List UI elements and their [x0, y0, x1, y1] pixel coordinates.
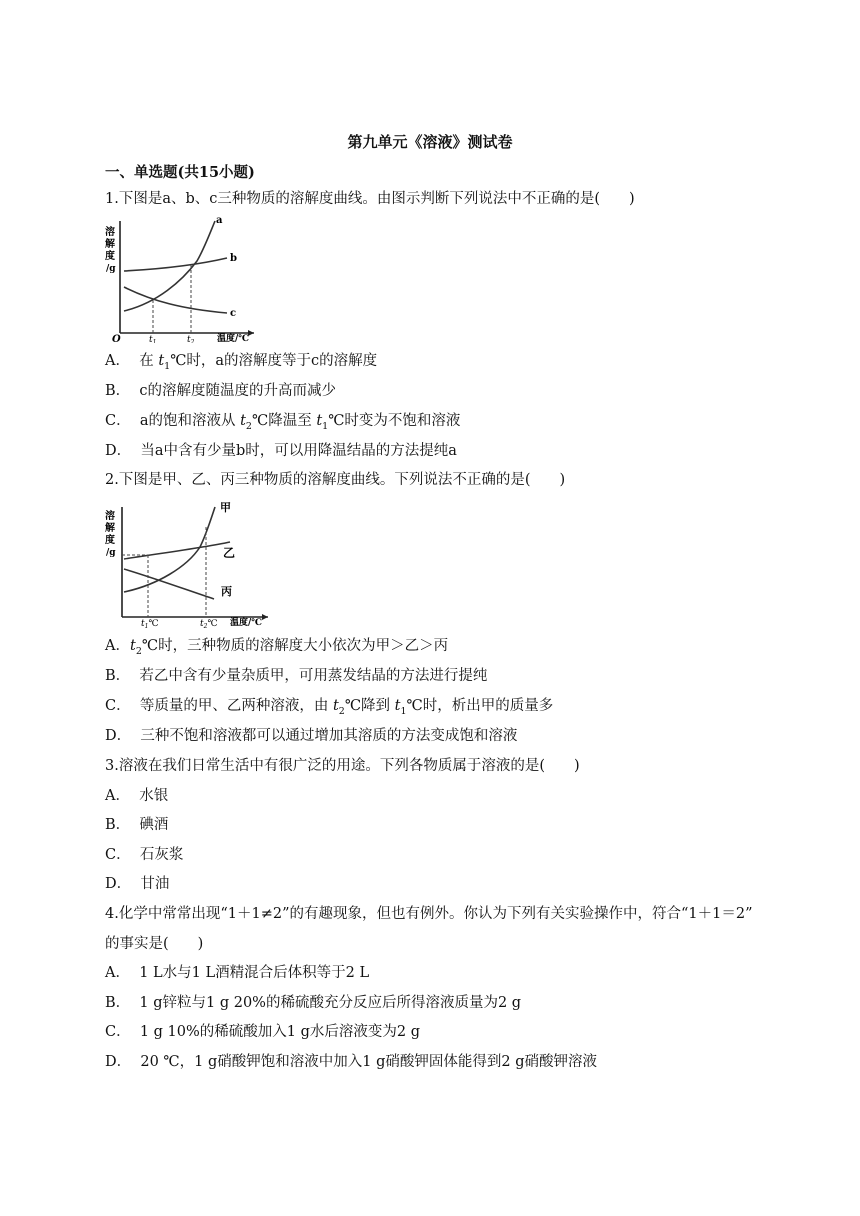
q1-xlabel: 温度/℃ [217, 334, 250, 343]
q3-option-b[interactable]: B． 碘酒 [105, 817, 169, 833]
q2-stem: 2.下图是甲、乙、丙三种物质的溶解度曲线。下列说法不正确的是( ) [105, 472, 566, 488]
q1-option-c[interactable]: C． a的饱和溶液从 $t_2℃$降温至 $t_1℃$时变为不饱和溶液 [105, 413, 461, 432]
q2-label-jia: 甲 [220, 501, 231, 514]
q2-option-c[interactable]: C． 等质量的甲、乙两种溶液，由 $t_2℃$降到 $t_1℃$时，析出甲的质量多 [105, 698, 554, 717]
q4-stem-line2: 的事实是( ) [105, 936, 204, 952]
q2-t1-label: $t_1℃$ [141, 619, 159, 629]
q3-stem: 3.溶液在我们日常生活中有很广泛的用途。下列各物质属于溶液的是( ) [105, 758, 580, 774]
q2-x-arrow [262, 614, 268, 620]
section-heading: 一、单选题(共15小题) [105, 164, 255, 181]
q2-ylabel-2: 解 [105, 523, 115, 534]
q4-stem-line1: 4.化学中常常出现“1＋1≠2”的有趣现象，但也有例外。你认为下列有关实验操作中，符合“1＋1＝2” [105, 906, 753, 922]
q1-option-d[interactable]: D． 当a中含有少量b时，可以用降温结晶的方法提纯a [105, 443, 457, 459]
q2-label-yi: 乙 [223, 546, 236, 560]
q1-solubility-chart [102, 215, 262, 343]
q2-ylabel-4: /g [106, 548, 116, 558]
q1-option-a[interactable]: A． 在 $t_1℃$时，a的溶解度等于c的溶解度 [105, 353, 378, 372]
q4-option-d[interactable]: D． 20 ℃，1 g硝酸钾饱和溶液中加入1 g硝酸钾固体能得到2 g硝酸钾溶液 [105, 1054, 597, 1070]
q2-t2-label: $t_2℃$ [200, 619, 218, 629]
q3-option-a[interactable]: A． 水银 [105, 788, 169, 804]
q1-origin: O [112, 334, 121, 343]
q2-curve-yi [124, 542, 230, 559]
q4-option-c[interactable]: C． 1 g 10%的稀硫酸加入1 g水后溶液变为2 g [105, 1024, 421, 1040]
q1-ylabel-3: 度 [105, 251, 115, 262]
page-title: 第九单元《溶液》测试卷 [347, 133, 513, 151]
q1-t2-label: $t_2$ [187, 335, 195, 343]
q2-option-a[interactable]: A．$t_2℃$时，三种物质的溶解度大小依次为甲＞乙＞丙 [105, 638, 449, 657]
q1-curve-b [124, 258, 227, 271]
q2-option-b[interactable]: B． 若乙中含有少量杂质甲，可用蒸发结晶的方法进行提纯 [105, 668, 488, 684]
q1-t1-label: $t_1$ [149, 335, 157, 343]
q2-solubility-chart [102, 497, 274, 629]
q4-option-a[interactable]: A． 1 L水与1 L酒精混合后体积等于2 L [105, 965, 370, 981]
q1-curve-c [124, 287, 227, 313]
q1-ylabel-1: 溶 [105, 227, 115, 238]
q3-option-c[interactable]: C． 石灰浆 [105, 847, 184, 863]
q1-option-b[interactable]: B． c的溶解度随温度的升高而减少 [105, 383, 336, 399]
q1-label-b: b [230, 253, 237, 264]
q1-ylabel-2: 解 [105, 239, 115, 250]
q2-curve-bing [124, 569, 214, 599]
q2-xlabel: 温度/℃ [230, 618, 263, 628]
q1-label-a: a [216, 215, 223, 226]
q4-option-b[interactable]: B． 1 g锌粒与1 g 20%的稀硫酸充分反应后所得溶液质量为2 g [105, 995, 522, 1011]
q1-curve-a [124, 221, 215, 311]
q2-ylabel-3: 度 [105, 535, 115, 546]
q2-option-d[interactable]: D． 三种不饱和溶液都可以通过增加其溶质的方法变成饱和溶液 [105, 728, 518, 744]
q2-label-bing: 丙 [221, 585, 232, 598]
q1-stem: 1.下图是a、b、c三种物质的溶解度曲线。由图示判断下列说法中不正确的是( ) [105, 191, 635, 207]
q2-curve-jia [124, 507, 215, 592]
q1-label-c: c [230, 308, 237, 319]
q1-ylabel-4: /g [106, 264, 116, 274]
q2-ylabel-1: 溶 [105, 511, 115, 522]
q3-option-d[interactable]: D． 甘油 [105, 876, 170, 892]
